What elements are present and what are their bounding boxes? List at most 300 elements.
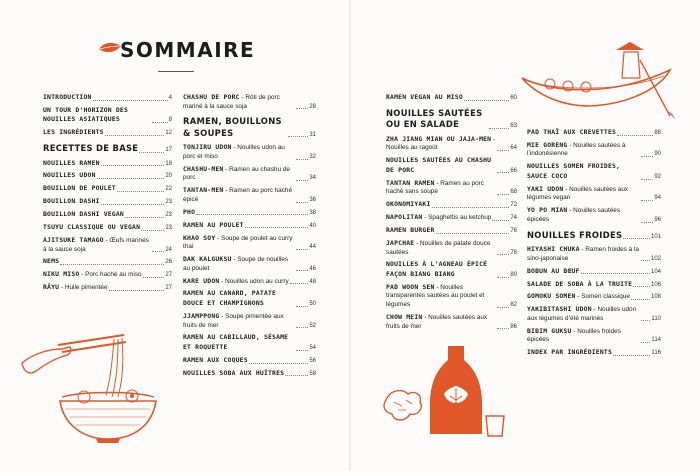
page-title: SOMMAIRE bbox=[120, 38, 256, 62]
dot-leader bbox=[581, 273, 650, 274]
toc-entry[interactable] bbox=[527, 245, 661, 263]
toc-entry[interactable] bbox=[183, 165, 316, 183]
toc-page-number: 54 bbox=[309, 345, 316, 352]
toc-entry-text bbox=[183, 333, 295, 352]
toc-entry-name: TANTAN RAMEN bbox=[386, 178, 435, 187]
leaf-icon bbox=[98, 41, 122, 55]
toc-entry-text bbox=[183, 186, 295, 204]
toc-entry[interactable] bbox=[43, 184, 172, 194]
toc-page-number: 34 bbox=[309, 175, 316, 182]
toc-entry-name: OKONOMIYAKI bbox=[386, 200, 431, 209]
toc-entry-line bbox=[43, 159, 172, 169]
toc-entry-description: - Ramen au porc haché sans soupe bbox=[386, 179, 484, 196]
toc-page-number: 86 bbox=[510, 323, 517, 330]
toc-entry[interactable] bbox=[183, 369, 316, 379]
toc-entry[interactable] bbox=[183, 333, 316, 352]
toc-entry[interactable] bbox=[43, 128, 172, 138]
toc-entry-line bbox=[527, 292, 661, 302]
toc-entry-name: BOUILLON DASHI bbox=[43, 197, 100, 206]
toc-entry-line bbox=[43, 283, 172, 293]
toc-page-number: 72 bbox=[510, 202, 517, 209]
toc-page-number: 56 bbox=[309, 357, 316, 364]
toc-entry-name: TONJIRU UDON bbox=[183, 143, 232, 152]
toc-entry-line bbox=[527, 206, 661, 224]
toc-entry-description: - Somen classique bbox=[575, 293, 630, 301]
toc-entry[interactable] bbox=[43, 283, 172, 293]
toc-entry-line bbox=[183, 356, 316, 366]
toc-page-number: 27 bbox=[165, 272, 172, 279]
toc-entry[interactable] bbox=[43, 236, 172, 254]
dot-leader bbox=[101, 165, 165, 166]
toc-page-number: 28 bbox=[309, 103, 316, 110]
toc-entry-description: - Œufs marinés à la sauce soja bbox=[43, 236, 149, 253]
toc-entry-name: TSUYU CLASSIQUE OU VEGAN bbox=[43, 223, 141, 232]
toc-entry-line bbox=[183, 333, 316, 352]
toc-entry-line bbox=[183, 186, 316, 204]
toc-entry-line bbox=[183, 221, 316, 231]
toc-entry-description: - Nouilles udon au porc et miso bbox=[183, 144, 285, 160]
dot-leader bbox=[464, 100, 509, 101]
toc-entry-line bbox=[527, 128, 661, 138]
toc-entry-line bbox=[527, 267, 661, 277]
toc-entry-line bbox=[386, 179, 517, 197]
toc-entry-text bbox=[527, 162, 640, 181]
toc-entry-name: NOUILLES UDON bbox=[43, 171, 96, 180]
toc-entry-text bbox=[43, 171, 96, 181]
ginger-illustration bbox=[380, 380, 428, 428]
toc-entry[interactable] bbox=[386, 226, 517, 236]
toc-page-number: 114 bbox=[651, 337, 661, 344]
toc-entry-text bbox=[386, 213, 491, 223]
dot-leader bbox=[641, 200, 654, 201]
toc-page-number: 80 bbox=[510, 271, 517, 278]
dot-leader bbox=[97, 178, 165, 179]
dot-leader bbox=[285, 375, 308, 376]
toc-entry-name: PHO bbox=[183, 207, 196, 216]
toc-page-number: 4 bbox=[168, 95, 172, 101]
toc-column-2 bbox=[183, 93, 316, 382]
toc-entry-name: JAPCHAE bbox=[386, 238, 415, 247]
toc-entry[interactable] bbox=[183, 186, 316, 204]
dot-leader bbox=[492, 220, 509, 221]
toc-entry-text bbox=[43, 159, 100, 169]
toc-entry[interactable] bbox=[527, 185, 661, 203]
toc-entry[interactable] bbox=[527, 327, 661, 345]
toc-entry-text bbox=[43, 257, 59, 267]
dot-leader bbox=[143, 277, 165, 278]
toc-entry-line bbox=[527, 348, 661, 358]
toc-entry-text bbox=[43, 270, 142, 280]
toc-page-number: 88 bbox=[654, 130, 661, 136]
toc-page-number: 66 bbox=[510, 167, 517, 174]
toc-entry-text bbox=[183, 221, 244, 231]
toc-entry-line bbox=[183, 93, 316, 111]
toc-page-number: 23 bbox=[165, 212, 172, 219]
toc-entry-name: NOUILLES RAMEN bbox=[43, 158, 100, 167]
toc-page-number: 40 bbox=[309, 222, 316, 229]
toc-entry[interactable] bbox=[183, 289, 316, 308]
toc-section-heading[interactable] bbox=[386, 108, 517, 131]
toc-entry-line bbox=[43, 171, 172, 181]
dot-leader bbox=[93, 100, 168, 101]
toc-entry-description: - Soupe de poulet au curry thaï bbox=[183, 234, 293, 251]
toc-entry[interactable] bbox=[43, 106, 172, 125]
toc-entry[interactable] bbox=[527, 305, 661, 323]
toc-entry-name: NAPOLITAN bbox=[386, 213, 423, 222]
toc-page-number: 26 bbox=[165, 259, 172, 266]
toc-entry[interactable] bbox=[527, 128, 661, 138]
toc-entry-name: LES INGRÉDIENTS bbox=[43, 128, 104, 137]
toc-entry-text bbox=[386, 313, 496, 331]
toc-entry-text bbox=[183, 234, 295, 252]
toc-entry-name: PAD WOON SEN bbox=[386, 282, 435, 291]
toc-entry[interactable] bbox=[43, 223, 172, 233]
toc-entry-description: - Nouilles transparentes sautées au poulet et légumes bbox=[386, 283, 485, 309]
toc-entry-text bbox=[527, 292, 630, 302]
toc-page-number: 50 bbox=[309, 301, 316, 308]
dot-leader bbox=[109, 290, 165, 291]
toc-entry-name: RĀYU bbox=[43, 283, 60, 292]
toc-entry-name: NEMS bbox=[43, 257, 60, 266]
toc-entry-name: NOUILLES SOBA AUX HUÎTRES bbox=[183, 368, 285, 377]
dot-leader bbox=[497, 194, 509, 195]
toc-entry-description: - Nouilles au ragoût bbox=[386, 135, 496, 152]
dot-leader bbox=[617, 135, 653, 136]
dot-leader bbox=[613, 355, 650, 356]
dot-leader bbox=[245, 227, 309, 228]
dot-leader bbox=[497, 172, 509, 173]
toc-entry-name: KARE UDON bbox=[183, 276, 220, 285]
dot-leader bbox=[296, 270, 309, 271]
dot-leader bbox=[296, 202, 309, 203]
toc-entry-name: NIKU MISO bbox=[43, 270, 80, 279]
toc-entry-name: KHAO SOY bbox=[183, 233, 216, 242]
toc-entry-name: DAK KALGUKSU bbox=[183, 255, 232, 264]
toc-entry[interactable] bbox=[43, 159, 172, 169]
toc-entry[interactable] bbox=[43, 171, 172, 181]
toc-page-number: 108 bbox=[650, 294, 661, 301]
toc-entry-description: - Ramen au porc haché épicé bbox=[183, 187, 293, 203]
toc-entry-line bbox=[183, 143, 316, 161]
boat-vendor-illustration bbox=[520, 40, 685, 120]
toc-entry-line bbox=[386, 93, 517, 103]
toc-entry-text bbox=[43, 128, 104, 138]
dot-leader bbox=[296, 306, 309, 307]
toc-entry-text bbox=[386, 283, 496, 310]
toc-page-number: 31 bbox=[309, 131, 316, 138]
toc-entry[interactable] bbox=[386, 200, 517, 210]
dot-leader bbox=[196, 214, 308, 215]
toc-entry-description: - Nouilles de patate douce sautées bbox=[386, 239, 491, 256]
toc-entry-name: YAKIBITASHI UDON bbox=[527, 305, 592, 314]
toc-page-number: 27 bbox=[165, 285, 172, 292]
toc-entry-line bbox=[386, 313, 517, 331]
dot-leader bbox=[152, 122, 167, 123]
dot-leader bbox=[296, 327, 309, 328]
toc-entry-description: - Rôti de porc mariné à la sauce soja bbox=[183, 94, 280, 110]
dot-leader bbox=[296, 159, 309, 160]
toc-page-number: 68 bbox=[510, 189, 517, 196]
toc-entry-description: - Nouilles udon au curry bbox=[219, 277, 289, 285]
toc-page-number: 24 bbox=[165, 246, 172, 253]
toc-page-number: 22 bbox=[165, 186, 172, 193]
toc-entry-line bbox=[386, 260, 517, 279]
toc-entry[interactable] bbox=[527, 292, 661, 302]
toc-entry[interactable] bbox=[43, 197, 172, 207]
dot-leader bbox=[296, 350, 309, 351]
dot-leader bbox=[117, 191, 164, 192]
toc-entry-line bbox=[43, 184, 172, 194]
toc-entry-name: INDEX PAR INGRÉDIENTS bbox=[527, 348, 612, 357]
toc-entry-description: - Spaghettis au ketchup bbox=[422, 214, 492, 222]
toc-entry-text bbox=[386, 200, 431, 210]
toc-entry-name: NOUILLES SOMEN FROIDES, SAUCE COCO bbox=[527, 162, 621, 180]
toc-column-3 bbox=[386, 93, 517, 334]
toc-entry-line bbox=[43, 128, 172, 138]
toc-entry[interactable] bbox=[527, 348, 661, 358]
toc-page-number: 92 bbox=[654, 173, 661, 180]
toc-page-number: 116 bbox=[651, 350, 661, 357]
toc-entry-line bbox=[183, 165, 316, 183]
toc-entry[interactable] bbox=[183, 277, 316, 287]
dot-leader bbox=[296, 108, 309, 109]
toc-entry-line bbox=[527, 280, 661, 290]
toc-entry-name: NOUILLES SAUTÉES AU CHASHU DE PORC bbox=[386, 156, 492, 174]
toc-entry[interactable] bbox=[527, 280, 661, 290]
dot-leader bbox=[288, 136, 309, 137]
toc-entry-text bbox=[43, 93, 92, 103]
toc-entry[interactable] bbox=[43, 270, 172, 280]
toc-entry-description: - Nouilles sautées aux fruits de mer bbox=[386, 313, 488, 330]
toc-entry-text bbox=[183, 369, 284, 379]
toc-section-heading[interactable] bbox=[183, 116, 316, 139]
toc-entry-line bbox=[527, 162, 661, 181]
toc-entry-description: - Nouilles sautées aux légumes vegan bbox=[527, 185, 629, 202]
toc-page-number: 23 bbox=[165, 199, 172, 206]
toc-entry[interactable] bbox=[386, 283, 517, 310]
toc-entry[interactable] bbox=[527, 162, 661, 181]
toc-entry[interactable] bbox=[43, 257, 172, 267]
title-underline bbox=[158, 71, 194, 72]
toc-entry-line bbox=[527, 185, 661, 203]
toc-entry-text bbox=[183, 208, 195, 218]
toc-entry-text bbox=[183, 255, 295, 273]
toc-entry[interactable] bbox=[183, 143, 316, 161]
dot-leader bbox=[489, 128, 509, 129]
toc-entry[interactable] bbox=[183, 221, 316, 231]
dot-leader bbox=[125, 217, 164, 218]
toc-entry-line bbox=[527, 230, 661, 242]
toc-entry[interactable] bbox=[183, 356, 316, 366]
toc-entry[interactable] bbox=[386, 156, 517, 175]
title-block bbox=[98, 38, 256, 78]
toc-entry-text bbox=[43, 283, 108, 293]
dot-leader bbox=[432, 207, 510, 208]
toc-entry-text bbox=[183, 312, 295, 330]
toc-entry-text bbox=[386, 239, 496, 257]
toc-entry-line bbox=[183, 255, 316, 273]
toc-entry[interactable] bbox=[183, 208, 316, 218]
dot-leader bbox=[497, 254, 509, 255]
dot-leader bbox=[105, 135, 165, 136]
toc-entry[interactable] bbox=[527, 206, 661, 224]
toc-entry-text bbox=[183, 165, 295, 183]
toc-page-number: 18 bbox=[165, 160, 172, 167]
toc-entry[interactable] bbox=[386, 179, 517, 197]
toc-page-number: 8 bbox=[168, 117, 172, 124]
dot-leader bbox=[152, 251, 164, 252]
toc-entry-text bbox=[527, 280, 632, 290]
toc-page-number: 101 bbox=[650, 233, 661, 240]
toc-page-number: 38 bbox=[309, 209, 316, 216]
toc-entry-description: - Nouilles sautées à l’indonésienne bbox=[527, 141, 626, 158]
toc-page-number: 17 bbox=[165, 146, 172, 153]
dot-leader bbox=[641, 179, 654, 180]
toc-page-number: 52 bbox=[309, 322, 316, 329]
toc-entry-name: PAD THAÏ AUX CREVETTES bbox=[527, 128, 617, 136]
toc-entry-text bbox=[183, 289, 295, 308]
toc-entry-text bbox=[183, 143, 295, 161]
dot-leader bbox=[641, 156, 654, 157]
toc-entry-line bbox=[527, 305, 661, 323]
dot-leader bbox=[139, 152, 164, 153]
toc-entry-name: CHASHU DE PORC bbox=[183, 93, 240, 101]
dot-leader bbox=[101, 204, 165, 205]
toc-entry-name: SALADE DE SOBA À LA TRUITE bbox=[527, 279, 633, 288]
toc-entry-name: UN TOUR D’HORIZON DES NOUILLES ASIATIQUES bbox=[43, 105, 128, 124]
toc-entry-description: - Ramen froides à la sino-japonaise bbox=[527, 246, 639, 262]
toc-entry-name: JJAMPPONG bbox=[183, 311, 220, 320]
toc-entry-text bbox=[527, 128, 616, 138]
dot-leader bbox=[497, 307, 509, 308]
toc-entry-line bbox=[527, 245, 661, 263]
toc-entry-name: NOUILLES SAUTÉES OU EN SALADE bbox=[386, 107, 483, 130]
toc-entry[interactable] bbox=[183, 255, 316, 273]
toc-page-number: 23 bbox=[165, 225, 172, 232]
toc-entry[interactable] bbox=[386, 313, 517, 331]
toc-entry-description: - Nouilles udon aux légumes d’été marinés bbox=[527, 306, 637, 322]
toc-entry[interactable] bbox=[386, 135, 517, 153]
toc-page-number: 110 bbox=[651, 315, 661, 322]
dot-leader bbox=[641, 320, 651, 321]
toc-entry-line bbox=[43, 143, 172, 155]
dot-leader bbox=[631, 299, 650, 300]
dot-leader bbox=[641, 222, 654, 223]
dot-leader bbox=[633, 286, 650, 287]
toc-entry-line bbox=[527, 141, 661, 159]
toc-entry-name: YAKI UDON bbox=[527, 184, 564, 193]
toc-page-number: 82 bbox=[510, 302, 517, 309]
toc-entry-name: ZHA JIANG MIAN OU JAJA-MEN bbox=[386, 134, 492, 143]
dot-leader bbox=[623, 238, 650, 239]
toc-entry-name: CHASHU-MEN bbox=[183, 164, 224, 173]
toc-entry-text bbox=[183, 93, 295, 111]
toc-page-number: 106 bbox=[650, 281, 661, 288]
toc-entry-text bbox=[43, 184, 116, 194]
toc-page-number: 58 bbox=[309, 370, 316, 377]
toc-entry-name: RECETTES DE BASE bbox=[43, 142, 139, 153]
toc-entry-text bbox=[386, 260, 496, 279]
toc-entry[interactable] bbox=[386, 239, 517, 257]
toc-entry-name: BIBIM GUKSU bbox=[527, 326, 572, 335]
toc-entry-text bbox=[43, 197, 100, 207]
toc-entry[interactable] bbox=[386, 93, 517, 103]
toc-entry-name: MIE GORENG bbox=[527, 140, 568, 149]
toc-entry-name: TANTAN-MEN bbox=[183, 186, 224, 195]
toc-entry-text bbox=[527, 185, 640, 203]
toc-entry[interactable] bbox=[386, 260, 517, 279]
toc-entry-text bbox=[183, 116, 287, 139]
toc-entry-name: BOBUN AU BŒUF bbox=[527, 266, 580, 275]
toc-entry-text bbox=[386, 108, 488, 131]
toc-entry-name: YO PO MIAN bbox=[527, 206, 568, 215]
toc-entry-name: BOUILLON DASHI VEGAN bbox=[43, 210, 124, 219]
toc-entry[interactable] bbox=[183, 93, 316, 111]
toc-entry[interactable] bbox=[527, 267, 661, 277]
toc-entry-name: INTRODUCTION bbox=[43, 93, 92, 101]
toc-page-number: 36 bbox=[309, 196, 316, 203]
toc-entry[interactable] bbox=[527, 141, 661, 159]
dot-leader bbox=[641, 342, 651, 343]
toc-entry-text bbox=[527, 327, 640, 345]
toc-entry[interactable] bbox=[386, 213, 517, 223]
toc-entry[interactable] bbox=[43, 210, 172, 220]
dot-leader bbox=[436, 233, 510, 234]
toc-entry-text bbox=[386, 135, 496, 153]
toc-section-heading[interactable] bbox=[527, 230, 661, 242]
toc-entry-name: RAMEN AUX COQUES bbox=[183, 355, 248, 364]
dot-leader bbox=[141, 230, 164, 231]
dot-leader bbox=[60, 264, 164, 265]
toc-entry-line bbox=[43, 210, 172, 220]
toc-column-1 bbox=[43, 93, 172, 296]
toc-entry-text bbox=[43, 223, 140, 233]
sake-bottle-illustration bbox=[428, 344, 506, 440]
toc-entry[interactable] bbox=[183, 234, 316, 252]
toc-entry-name: RAMEN VEGAN AU MISO bbox=[386, 93, 463, 101]
toc-page-number: 104 bbox=[650, 268, 661, 275]
toc-page-number: 60 bbox=[510, 95, 517, 101]
toc-entry-text bbox=[527, 267, 580, 277]
toc-entry-line bbox=[183, 289, 316, 308]
toc-entry-line bbox=[43, 93, 172, 103]
toc-entry-text bbox=[527, 206, 640, 224]
toc-entry-name: BOUILLON DE POULET bbox=[43, 184, 116, 193]
toc-entry-line bbox=[183, 312, 316, 330]
toc-entry-text bbox=[527, 305, 640, 323]
toc-page-number: 90 bbox=[654, 151, 661, 158]
toc-entry[interactable] bbox=[43, 93, 172, 103]
toc-entry-line bbox=[386, 213, 517, 223]
toc-column-4 bbox=[527, 128, 661, 361]
toc-entry-name: RAMEN AU CANARD, PATATE DOUCE ET CHAMPIGNONS bbox=[183, 289, 277, 308]
toc-entry[interactable] bbox=[183, 312, 316, 330]
toc-page-number: 96 bbox=[654, 216, 661, 223]
toc-page-number: 102 bbox=[650, 255, 661, 262]
toc-page-number: 46 bbox=[309, 265, 316, 272]
toc-entry-name: AJITSUKE TAMAGO bbox=[43, 235, 104, 244]
toc-entry-line bbox=[43, 257, 172, 267]
toc-entry-line bbox=[43, 197, 172, 207]
toc-section-heading[interactable] bbox=[43, 143, 172, 155]
dot-leader bbox=[296, 249, 309, 250]
toc-entry-line bbox=[386, 226, 517, 236]
dot-leader bbox=[296, 180, 309, 181]
toc-page-number: 32 bbox=[309, 153, 316, 160]
toc-page-number: 64 bbox=[510, 145, 517, 152]
toc-page-number: 20 bbox=[165, 173, 172, 180]
toc-entry-text bbox=[183, 277, 289, 287]
